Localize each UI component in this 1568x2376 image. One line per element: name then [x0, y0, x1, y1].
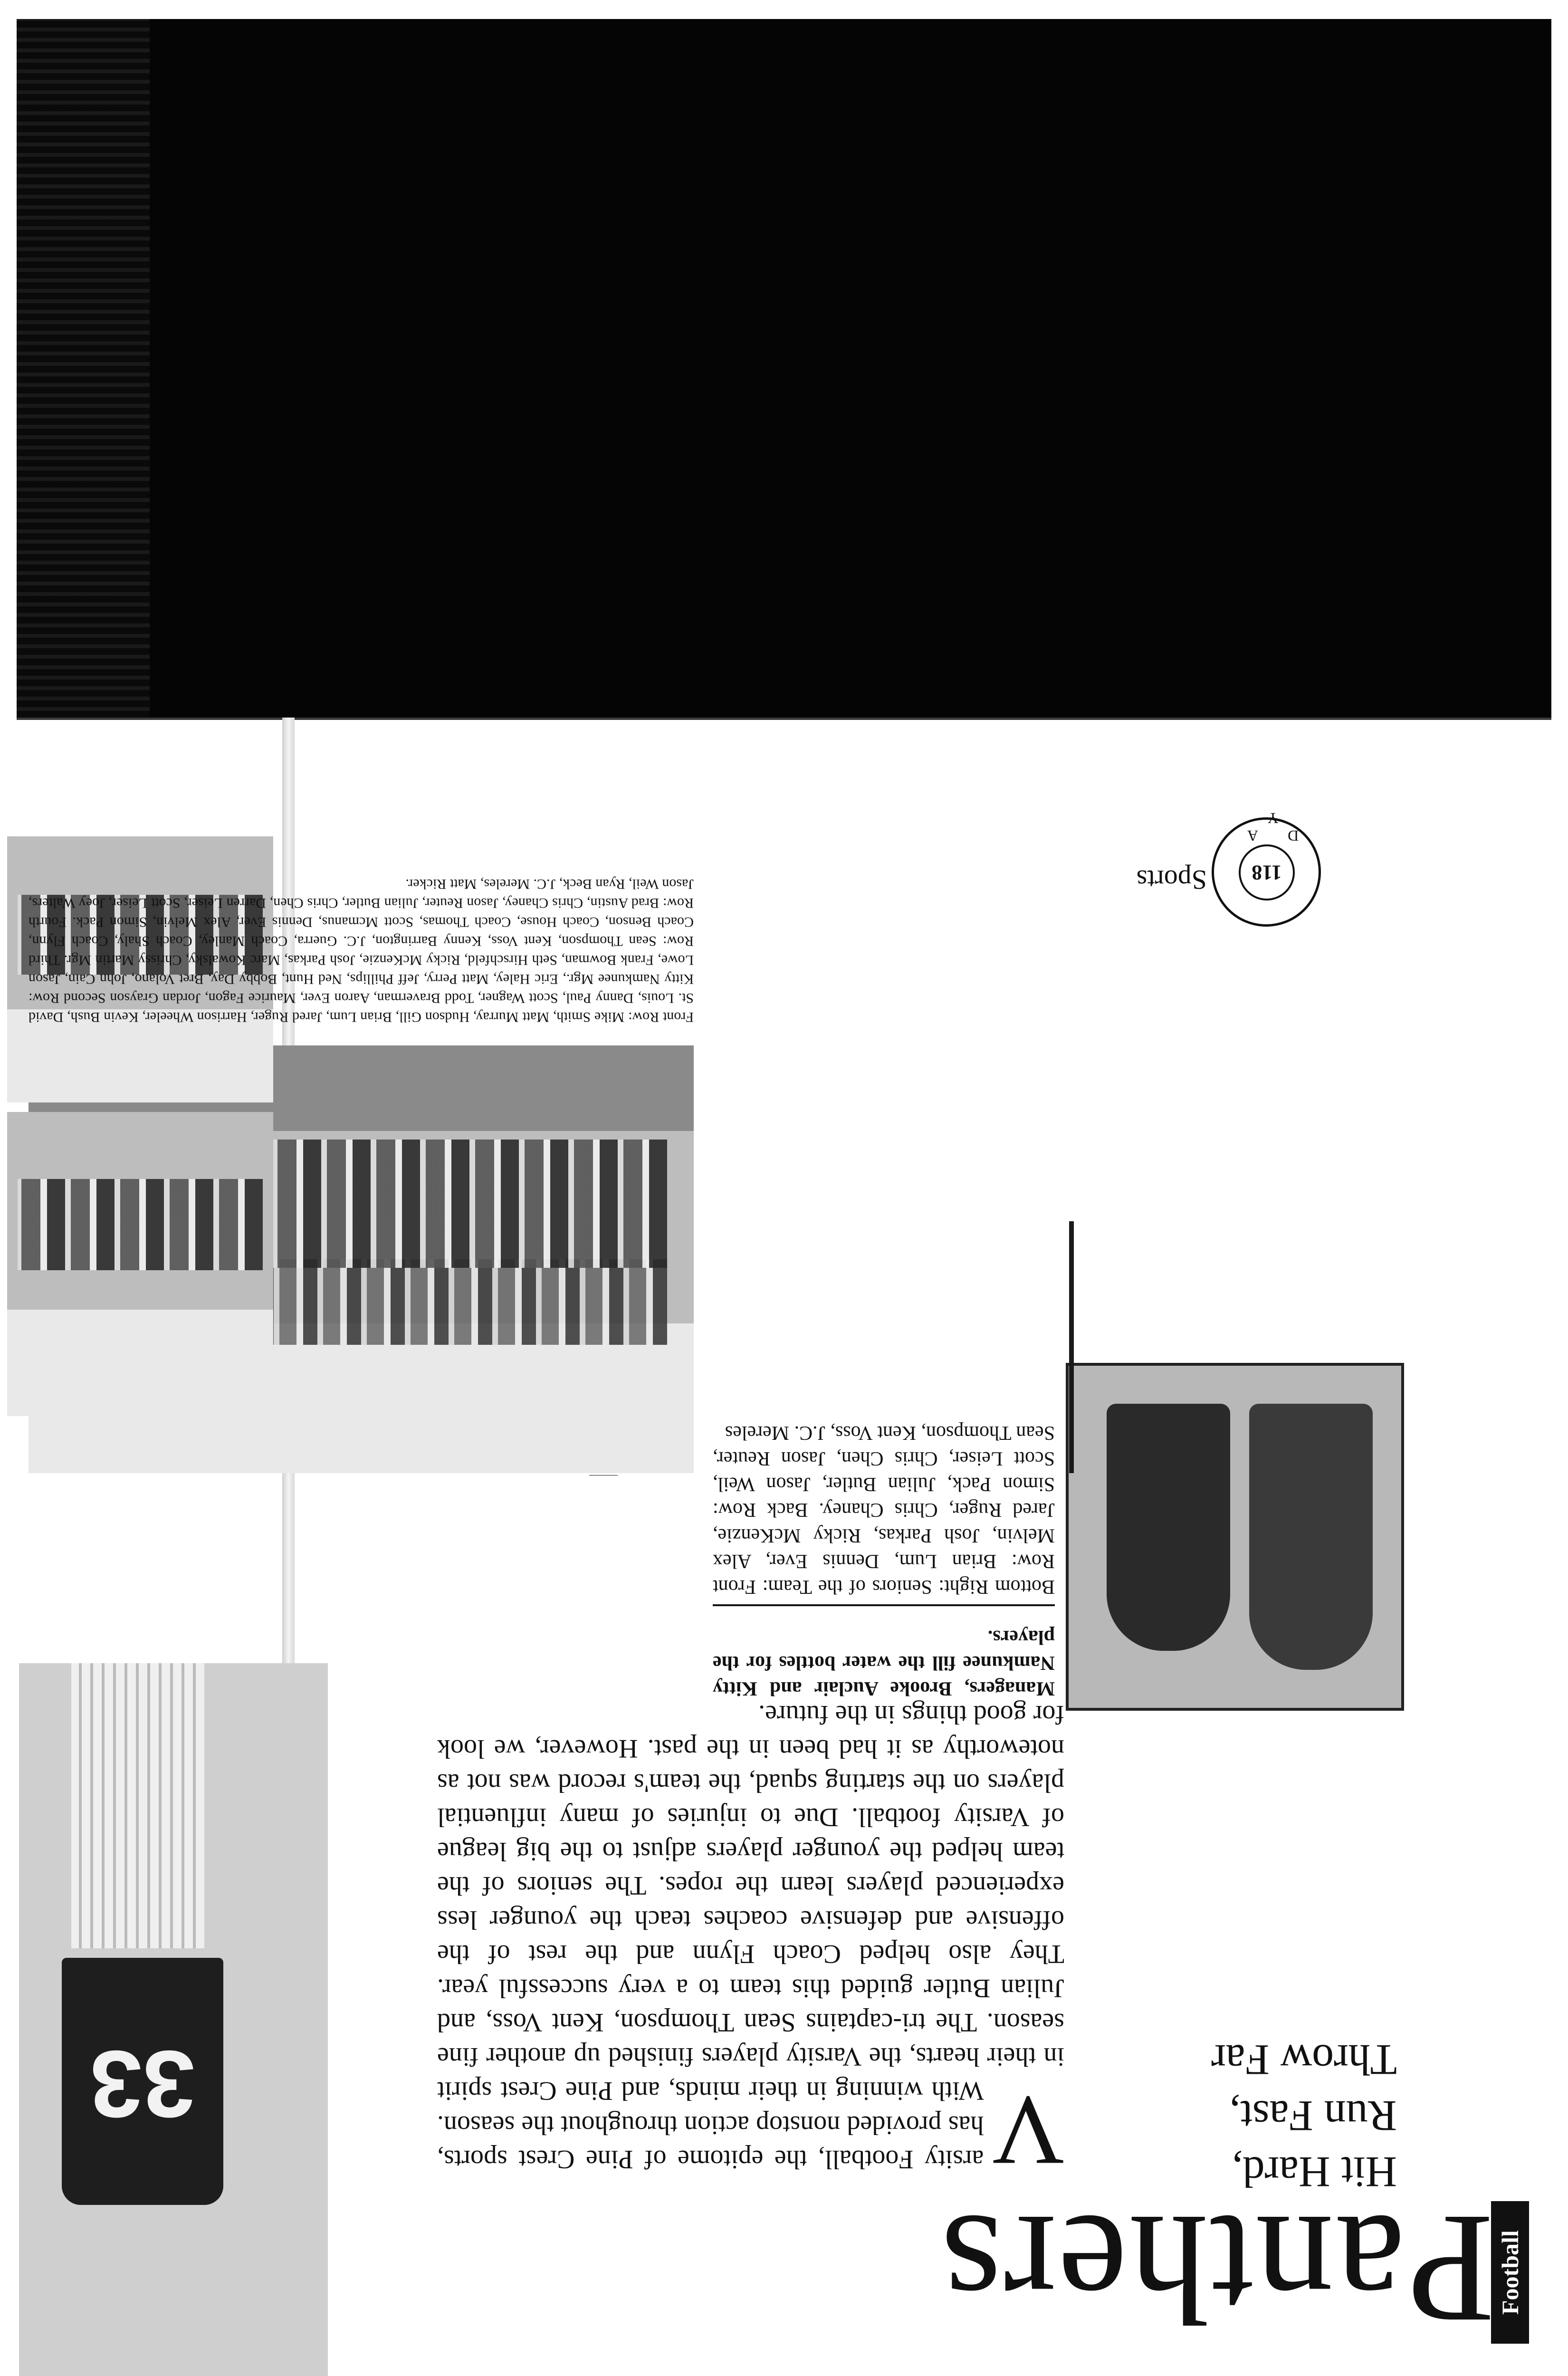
manager-figure: [1249, 1404, 1373, 1670]
striped-trousers: [71, 1663, 204, 1948]
player-rows: [18, 1179, 262, 1270]
vertical-rule: [1069, 1221, 1074, 1473]
managers-photo: [1066, 1363, 1404, 1711]
headline-line: Run Fast,: [1229, 2092, 1397, 2140]
body-paragraph: arsity Football, the epitome of Pine Crest sports, has provided nonstop action throughout the season. With winning in their minds, and Pine Crest spirit in their hearts, the Varsity players finished up another fine season. The tri-captains Sean Thompson, Kent Voss, and Julian Butler guided this team to a very successful year. They also helped Coach Flynn and the rest of the offensive and defensive coaches teach the younger less experienced players learn the ropes. The seniors of the team helped the younger players adjust to the big league of Varsity football. Due to injuries of many influential players on the starting squad, the team's record was not as noteworthy as it had been in the past. However, we look for good things in the future.: [437, 1700, 1064, 2174]
managers-caption: Managers, Brooke Auclair and Kitty Namkunee fill the water bottles for the players.: [713, 1626, 1055, 1699]
page-folio: [1212, 810, 1321, 927]
section-tag: Football: [1491, 2201, 1529, 2344]
headline-line: Throw Far: [1211, 2036, 1397, 2084]
page-title: Panthers: [939, 2183, 1494, 2356]
folio-arc-text: D A Y: [1233, 810, 1299, 844]
headline: [1064, 2032, 1397, 2200]
photo-sky: [7, 1310, 273, 1416]
page-number: 118: [1239, 844, 1295, 901]
player-photo: [19, 1663, 328, 2376]
roster-caption: Front Row: Mike Smith, Matt Murray, Hudson Gill, Brian Lum, Jared Ruger, Harrison Wheeler, Kevin Bush, David St. Louis, Danny Paul, Scott Wagner, Todd Braverman, Aaron Ever, Maurice Fagon, Jordan Grayson Second Row: Kitty Namkunee Mgr., Eric Haley, Matt Perry, Jeff Phillips, Ned Hunt, Bobby Day, Bret Volano, John Cain, Jason Lowe, Frank Bowman, Seth Hirschfeld, Ricky McKenzie, Josh Parkas, Marc Kowalsky, Chrissy Martin Mgr. Third Row: Sean Thompson, Kent Voss, Kenny Barrington, J.C. Guerra, Coach Manley, Coach Shaly, Coach Flynn, Coach Benson, Coach House, Coach Thomas, Scott Mcmanus, Dennis Ever, Alex Melvin, Simon Pack. Fourth Row: Brad Austin, Chris Chaney, Jason Reuter, Julian Butler, Chris Chen, Darren Leiser, Scott Leiser, Joey Walters, Jason Weil, Ryan Beck, J.C. Mereles, Matt Ricker.: [29, 876, 694, 1025]
jersey-number: 33: [89, 2031, 196, 2137]
manager-figure: [1107, 1404, 1230, 1651]
body-text: [437, 1697, 1064, 2186]
drop-cap: V: [992, 2076, 1064, 2186]
headline-line: Hit Hard,: [1232, 2148, 1397, 2196]
seniors-photo-top: [7, 1112, 273, 1416]
scanner-background: [17, 19, 1551, 718]
seniors-caption: Bottom Right: Seniors of the Team: Front Row: Brian Lum, Dennis Ever, Alex Melvin, Josh Parkas, Ricky McKenzie, Jared Ruger, Chris Chaney. Back Row: Simon Pack, Julian Butler, Jason Weil, Scott Leiser, Chris Chen, Jason Reuter, Sean Thompson, Kent Voss, J.C. Mereles: [713, 1420, 1055, 1606]
section-label: Sports: [1136, 864, 1207, 895]
